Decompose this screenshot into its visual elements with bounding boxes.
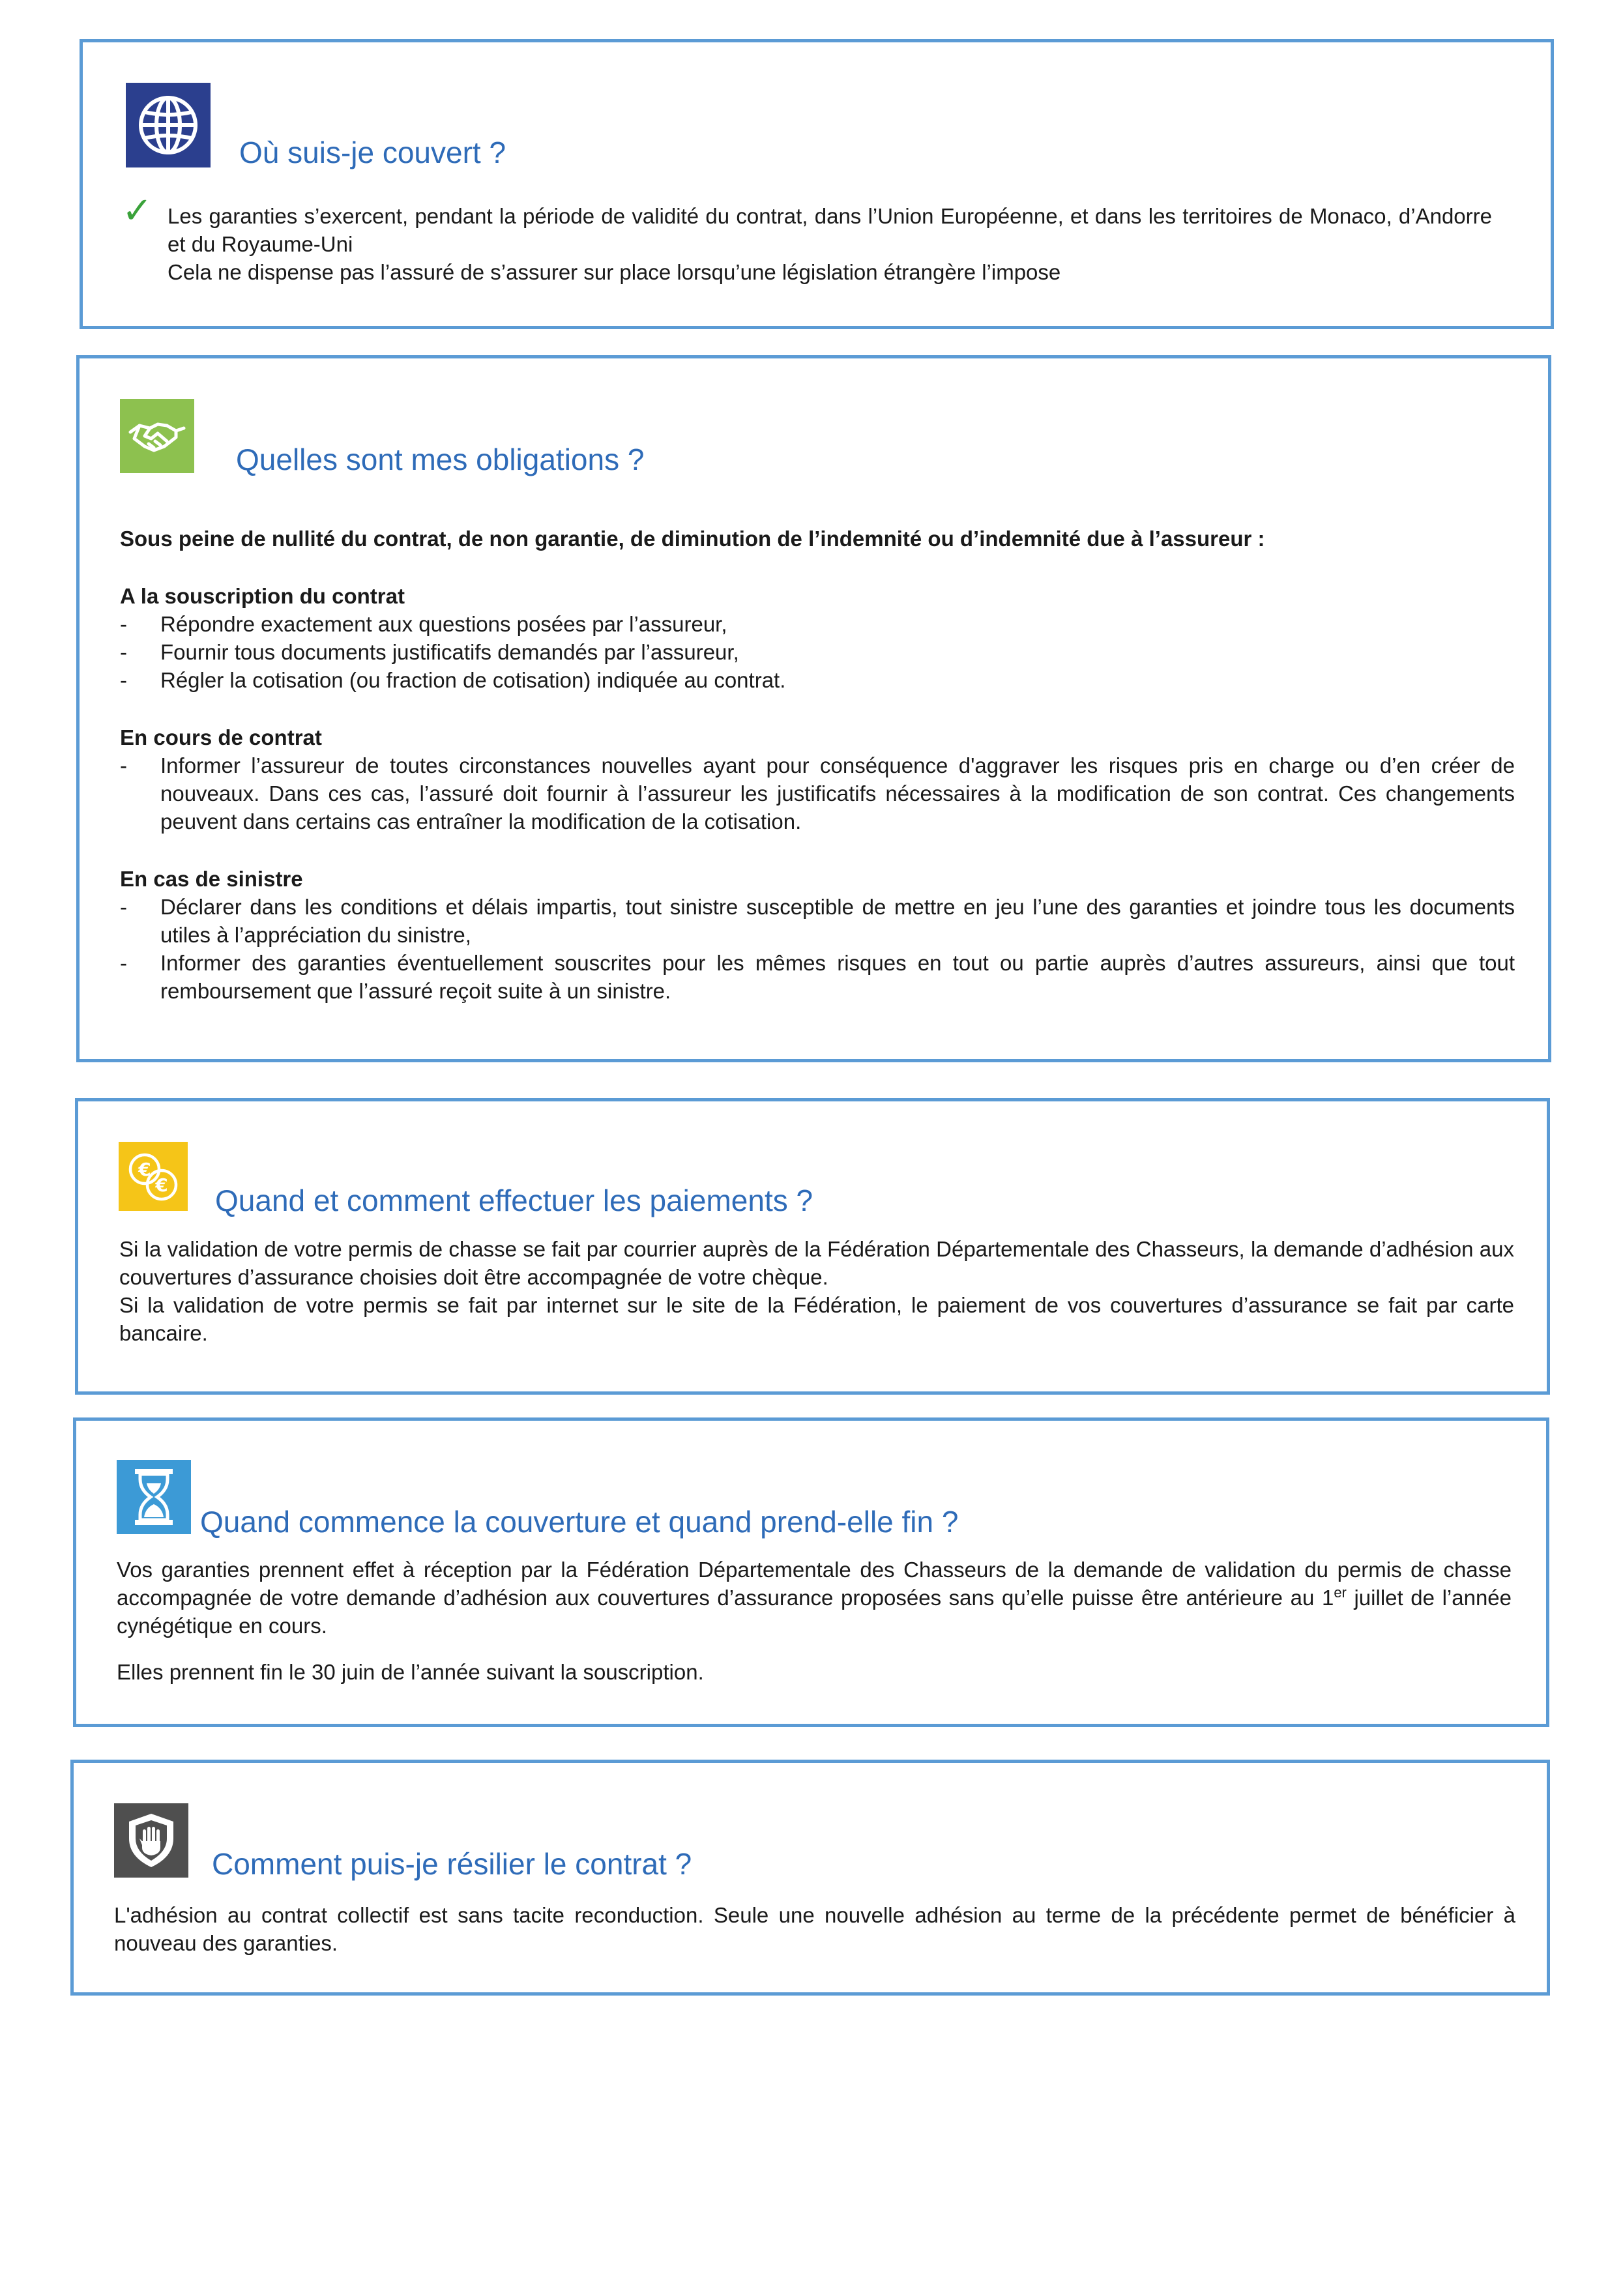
coverage-note: Cela ne dispense pas l’assuré de s’assurer sur place lorsqu’une législation étrangère l’impose xyxy=(168,260,1061,284)
list-item: - Répondre exactement aux questions posées par l’assureur, xyxy=(120,612,727,636)
section-coverage-area xyxy=(80,39,1554,329)
section-coverage-period xyxy=(73,1417,1549,1727)
coverage-text xyxy=(168,202,1492,286)
list-item: - Régler la cotisation (ou fraction de cotisation) indiquée au contrat. xyxy=(120,668,786,692)
handshake-icon xyxy=(120,399,194,473)
coverage-period-content xyxy=(117,1556,1512,1686)
section-termination xyxy=(70,1760,1550,1996)
list-item: - Fournir tous documents justificatifs demandés par l’assureur, xyxy=(120,640,739,664)
obligations-intro: Sous peine de nullité du contrat, de non garantie, de diminution de l’indemnité ou d’indemnité due à l’assureur : xyxy=(120,527,1265,551)
group-heading: A la souscription du contrat xyxy=(120,584,405,608)
globe-icon xyxy=(126,83,211,167)
coverage-territories: Les garanties s’exercent, pendant la période de validité du contrat, dans l’Union Européenne, et dans les territoires de Monaco, d’Andorre et du Royaume-Uni xyxy=(168,204,1492,256)
obligations-content xyxy=(120,525,1515,1005)
section-title: Où suis-je couvert ? xyxy=(239,136,506,169)
termination-text: L'adhésion au contrat collectif est sans tacite reconduction. Seule une nouvelle adhésion au terme de la précédente permet de bénéficier à nouveau des garanties. xyxy=(114,1903,1515,1955)
checkmark-icon: ✓ xyxy=(122,190,153,231)
group-heading: En cours de contrat xyxy=(120,725,322,749)
coverage-start: Vos garanties prennent effet à réception par la Fédération Départementale des Chasseurs de la demande de validation du permis de chasse accompagnée de votre demande d’adhésion aux couvertures d’assurance proposées sans qu’elle puisse être antérieure au 1er juillet de l’année cynégétique en cours. xyxy=(117,1558,1512,1638)
section-title: Quelles sont mes obligations ? xyxy=(236,443,645,476)
euro-coins-icon xyxy=(119,1142,188,1211)
payments-mail: Si la validation de votre permis de chasse se fait par courrier auprès de la Fédération Départementale des Chasseurs, la demande d’adhésion aux couvertures d’assurance choisies doit être accompagnée de votre chèque. xyxy=(119,1237,1514,1289)
payments-internet: Si la validation de votre permis se fait par internet sur le site de la Fédération, le paiement de vos couvertures d’assurance se fait par carte bancaire. xyxy=(119,1293,1514,1345)
list-item: - Informer des garanties éventuellement souscrites pour les mêmes risques en tout ou partie auprès d’autres assureurs, ainsi que tout remboursement que l’assuré reçoit suite à un sinistre. xyxy=(120,951,1515,1003)
svg-text:€: € xyxy=(138,1159,151,1180)
list-item: - Déclarer dans les conditions et délais impartis, tout sinistre susceptible de mettre en jeu l’une des garanties et joindre tous les documents utiles à l’appréciation du sinistre, xyxy=(120,895,1515,947)
section-title: Quand commence la couverture et quand prend-elle fin ? xyxy=(200,1505,959,1539)
coverage-end: Elles prennent fin le 30 juin de l’année suivant la souscription. xyxy=(117,1660,704,1684)
section-title: Comment puis-je résilier le contrat ? xyxy=(212,1847,692,1881)
section-obligations xyxy=(76,355,1551,1062)
termination-content xyxy=(114,1901,1515,1957)
payments-content xyxy=(119,1235,1514,1347)
group-heading: En cas de sinistre xyxy=(120,867,303,891)
section-title: Quand et comment effectuer les paiements ? xyxy=(215,1184,813,1217)
shield-hand-icon xyxy=(114,1803,188,1878)
hourglass-icon xyxy=(117,1460,191,1534)
section-payments xyxy=(75,1098,1550,1395)
svg-text:€: € xyxy=(155,1174,168,1196)
list-item: - Informer l’assureur de toutes circonstances nouvelles ayant pour conséquence d'aggraver les risques pris en charge ou d’en créer de nouveaux. Dans ces cas, l’assuré doit fournir à l’assureur les justificatifs nécessaires à la modification de son contrat. Ces changements peuvent dans certains cas entraîner la modification de la cotisation. xyxy=(120,753,1515,834)
